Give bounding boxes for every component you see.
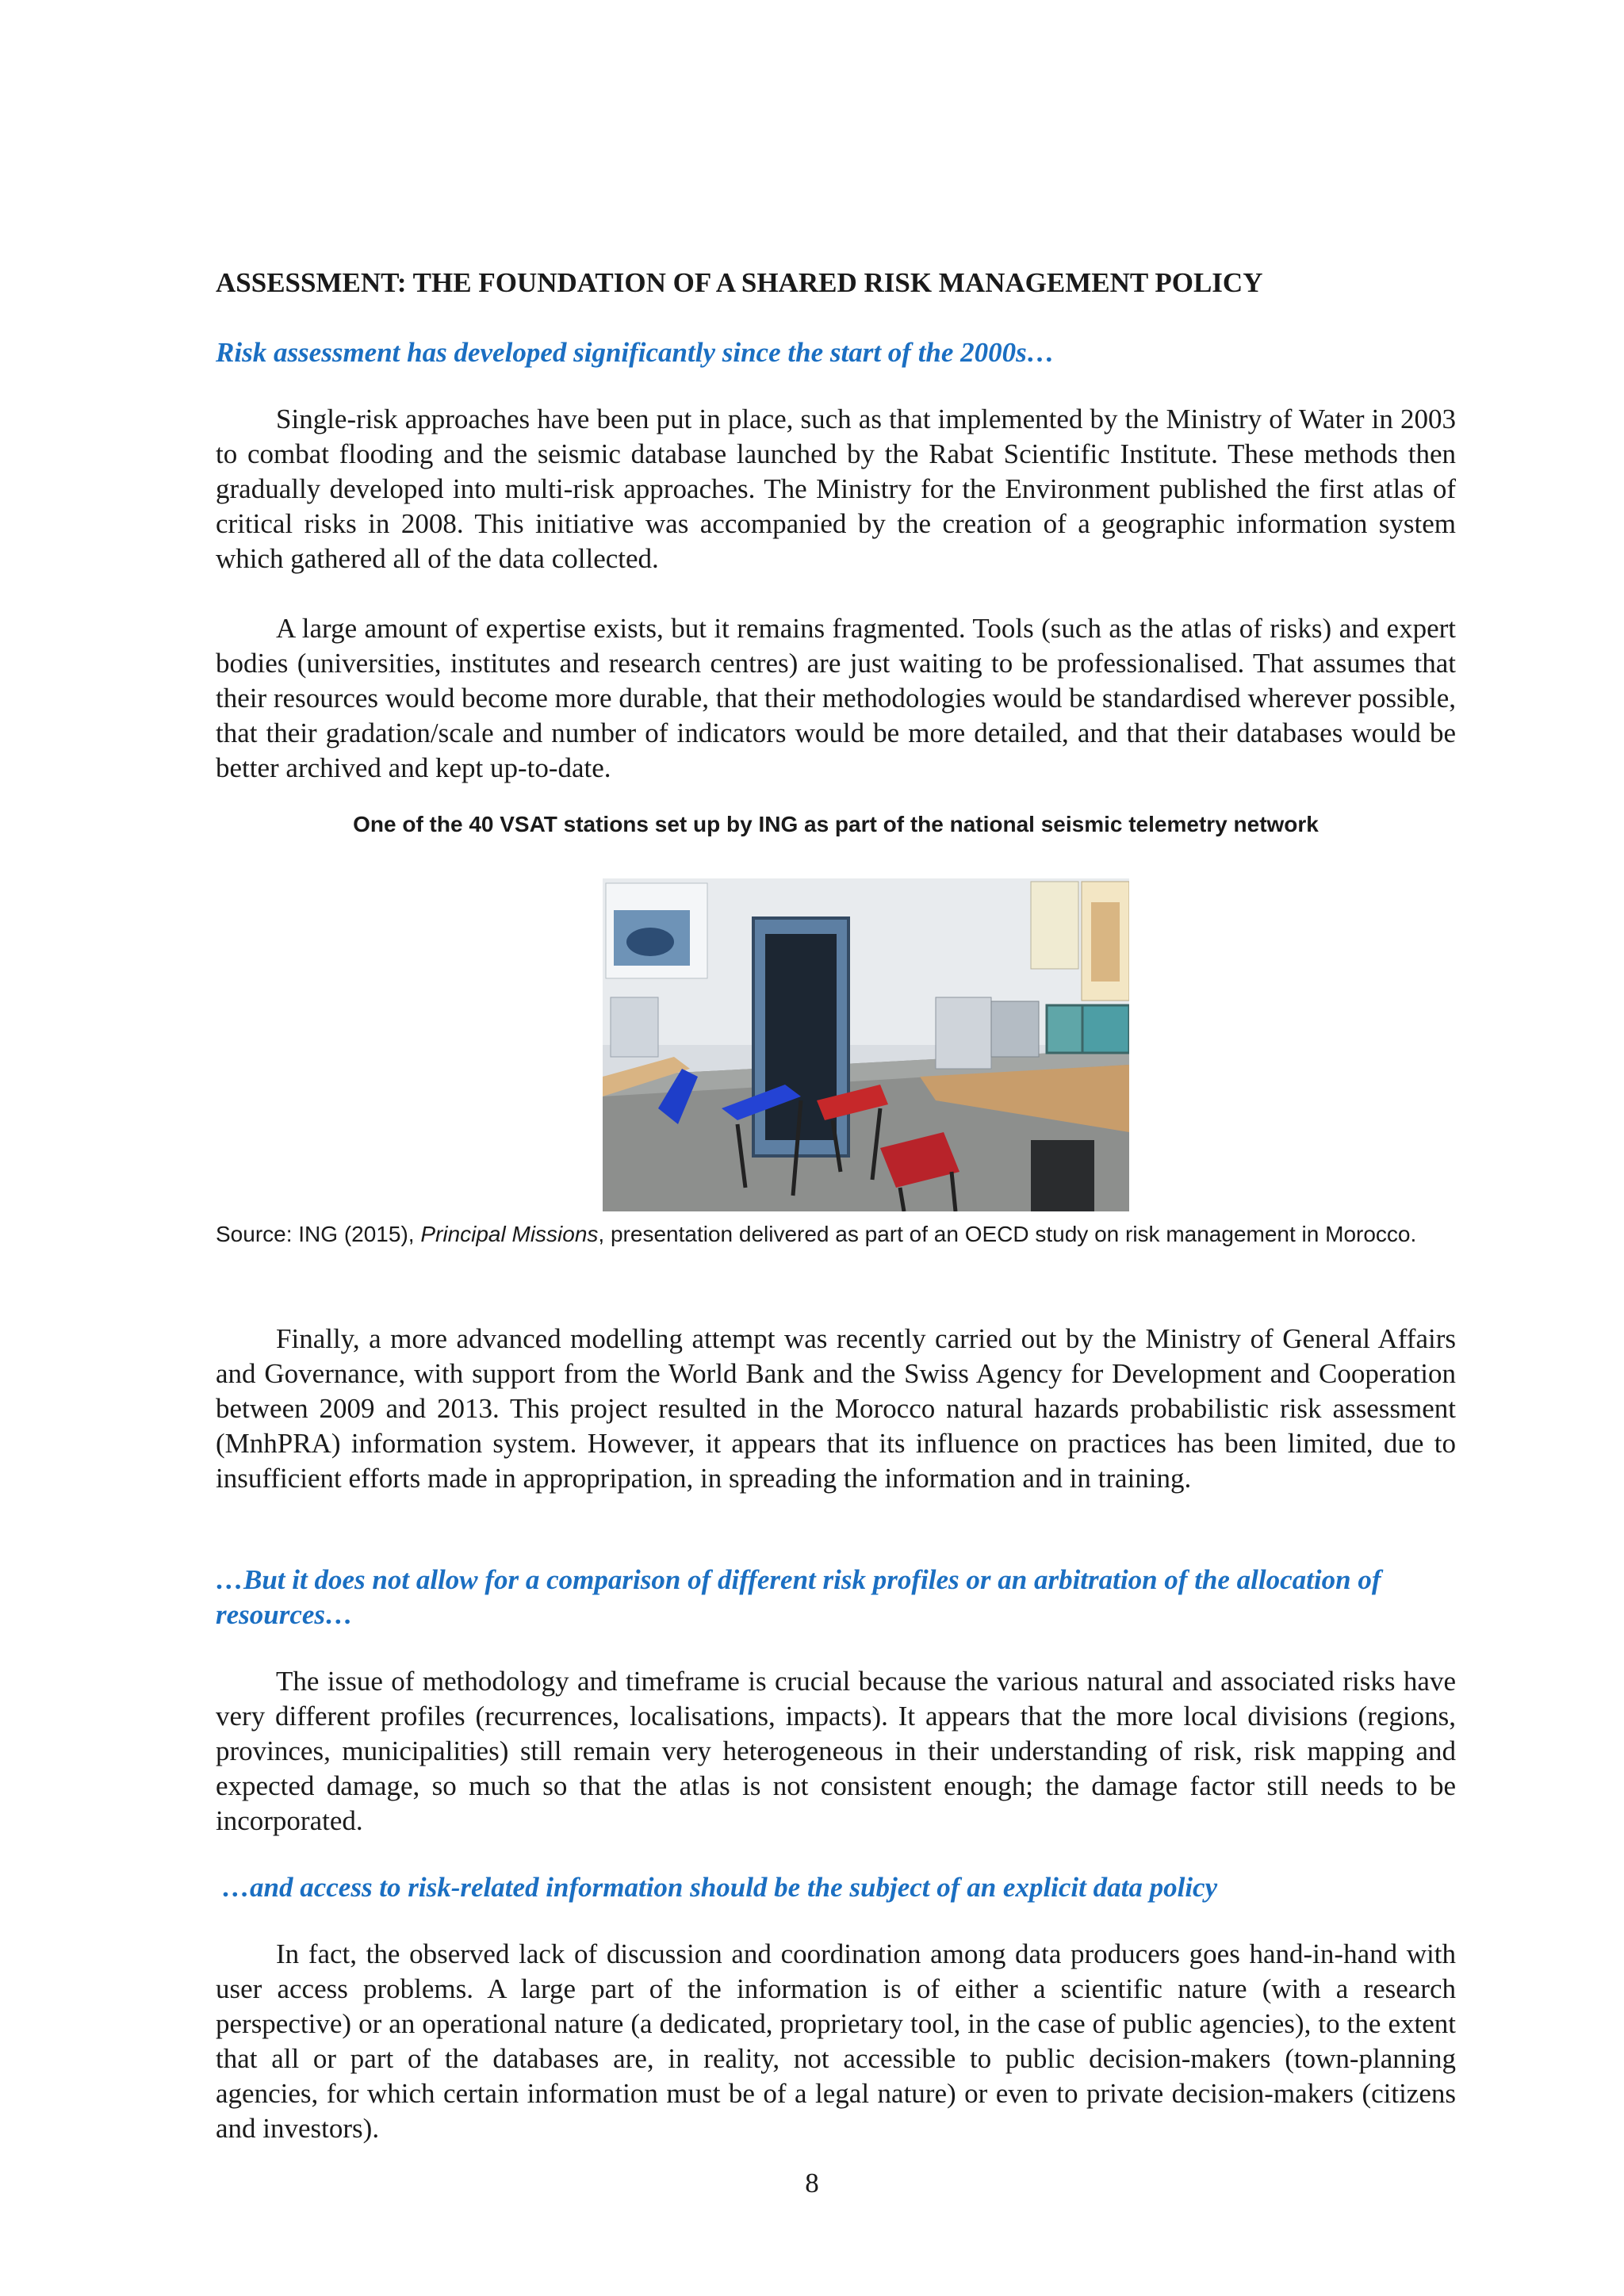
paragraph-modelling-attempt: Finally, a more advanced modelling attempt was recently carried out by the Ministry of General Affairs and Governance, with support from the World Bank and the Swiss Agency for Development and Cooperation between 2009 and 2013. This project resulted in the Morocco natural hazards probabilistic risk assessment (MnhPRA) information system. However, it appears that its influence on practices has been limited, due to insufficient efforts made in appropripation, in spreading the information and in training. xyxy=(216,1323,1456,1494)
source-prefix: Source: ING (2015), xyxy=(216,1222,421,1246)
vsat-station-photo xyxy=(603,878,1129,1211)
paragraph-data-access: In fact, the observed lack of discussion and coordination among data producers goes hand-in-hand with user access problems. A large part of the information is of either a scientific nature (with a research perspective) or an operational nature (a dedicated, proprietary tool, in the case of public agencies), to the extent that all or part of the databases are, in reality, not accessible to public decision-makers (town-planning agencies, for which certain information must be of a legal nature) or even to private decision-makers (citizens and investors). xyxy=(216,1938,1456,2144)
paragraph-methodology: The issue of methodology and timeframe is crucial because the various natural and associated risks have very different profiles (recurrences, localisations, impacts). It appears that the more local divisions (regions, provinces, municipalities) still remain very heterogeneous in their understanding of risk, risk mapping and expected damage, so much so that the atlas is not consistent enough; the damage factor still needs to be incorporated. xyxy=(216,1666,1456,1836)
paragraph-expertise: A large amount of expertise exists, but it remains fragmented. Tools (such as the atlas of risks) and expert bodies (universities, institutes and research centres) are just waiting to be professionalised. That assumes that their resources would become more durable, that their methodologies would be standardised wherever possible, that their gradation/scale and number of indicators would be more detailed, and that their databases would be better archived and kept up-to-date. xyxy=(216,613,1456,783)
paragraph-single-risk: Single-risk approaches have been put in place, such as that implemented by the Ministry of Water in 2003 to combat flooding and the seismic database launched by the Rabat Scientific Institute. These methods then gradually developed into multi-risk approaches. The Ministry for the Environment published the first atlas of critical risks in 2008. This initiative was accompanied by the creation of a geographic information system which gathered all of the data collected. xyxy=(216,404,1456,574)
figure-source xyxy=(216,1219,1456,1249)
page-number: 8 xyxy=(805,2168,819,2198)
section-heading: ASSESSMENT: THE FOUNDATION OF A SHARED RISK MANAGEMENT POLICY xyxy=(216,267,1263,298)
source-suffix: , presentation delivered as part of an OECD study on risk management in Morocco. xyxy=(598,1222,1417,1246)
source-title: Principal Missions xyxy=(420,1222,599,1246)
subheading-risk-assessment: Risk assessment has developed significantly since the start of the 2000s… xyxy=(216,337,1055,368)
figure-title: One of the 40 VSAT stations set up by ING as part of the national seismic telemetry network xyxy=(353,812,1319,836)
subheading-data-policy: …and access to risk-related information should be the subject of an explicit data policy xyxy=(222,1872,1218,1903)
subheading-comparison: …But it does not allow for a comparison of different risk profiles or an arbitration of the allocation of resources… xyxy=(216,1564,1381,1630)
